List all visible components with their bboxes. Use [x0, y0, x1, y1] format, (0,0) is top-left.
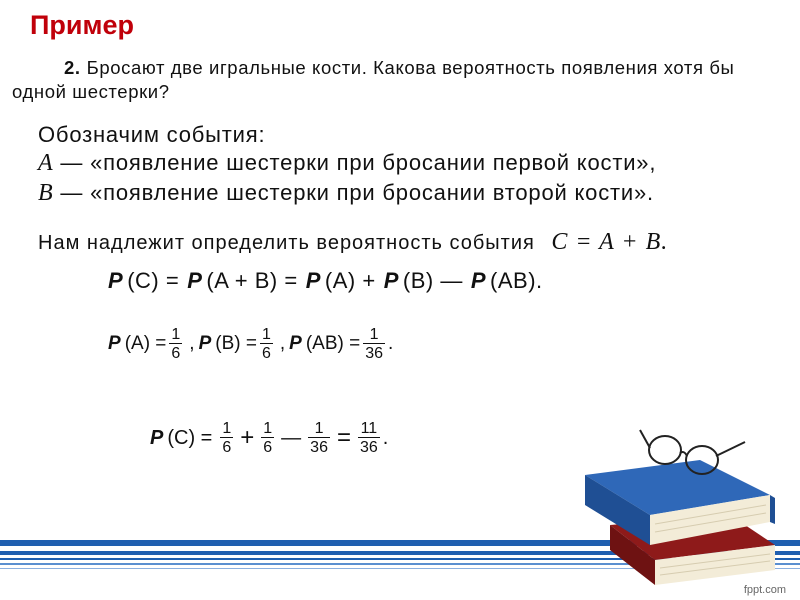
- formula-term: (A + B) =: [206, 268, 298, 293]
- event-a-letter: A: [38, 150, 54, 176]
- problem-text: Бросают две игральные кости. Какова вероятность появления хотя бы одной шестерки?: [12, 57, 735, 102]
- fraction: $\frac{1}{6}$: [261, 326, 271, 362]
- prob-symbol: P: [305, 268, 321, 293]
- problem-statement: [12, 56, 757, 104]
- books-illustration: [570, 420, 790, 590]
- separator: .: [388, 333, 394, 354]
- formula-term: (C) =: [127, 268, 180, 293]
- prob-symbol: P: [150, 426, 164, 449]
- goal-formula: C = A + B.: [551, 229, 669, 255]
- formula-term: (A) +: [324, 268, 376, 293]
- fraction: $\frac{1}{6}$: [222, 420, 232, 456]
- problem-number: 2.: [64, 57, 81, 78]
- formula-term: (AB) =: [305, 333, 361, 354]
- prob-symbol: P: [108, 268, 124, 293]
- event-b-letter: B: [38, 180, 54, 206]
- formula-term: (AB).: [490, 268, 543, 293]
- operator: =: [336, 424, 351, 451]
- slide-title: Пример: [30, 10, 134, 40]
- formula-result: [150, 420, 388, 456]
- formula-main: [108, 268, 543, 294]
- operator: +: [240, 424, 255, 451]
- formula-probabilities: [108, 326, 393, 362]
- prob-symbol: P: [187, 268, 203, 293]
- formula-term: (B) =: [215, 333, 257, 354]
- prob-symbol: P: [108, 333, 121, 354]
- operator: —: [281, 426, 302, 449]
- prob-symbol: P: [383, 268, 399, 293]
- brand-watermark: fppt.com: [743, 584, 786, 596]
- formula-term: (A) =: [124, 333, 167, 354]
- prob-symbol: P: [289, 333, 302, 354]
- event-b-text: — «появление шестерки при бросании второй кости».: [60, 180, 654, 205]
- prob-symbol: P: [198, 333, 212, 354]
- separator: .: [382, 426, 389, 449]
- formula-term: (B) —: [402, 268, 463, 293]
- events-heading: Обозначим события:: [38, 122, 266, 147]
- fraction: $\frac{11}{36}$: [359, 420, 378, 456]
- fraction: $\frac{1}{6}$: [171, 326, 181, 362]
- goal-line: [38, 229, 668, 256]
- prob-symbol: P: [470, 268, 487, 293]
- fraction: $\frac{1}{6}$: [263, 420, 273, 456]
- event-a-line: [38, 150, 656, 177]
- separator: ,: [189, 333, 195, 354]
- fraction: $\frac{1}{36}$: [310, 420, 328, 456]
- goal-text: Нам надлежит определить вероятность события: [38, 232, 535, 254]
- event-a-text: — «появление шестерки при бросании первой кости»,: [60, 150, 657, 175]
- fraction: $\frac{1}{36}$: [365, 326, 384, 362]
- event-b-line: [38, 180, 654, 207]
- formula-term: (C) =: [167, 426, 213, 449]
- separator: ,: [279, 333, 286, 354]
